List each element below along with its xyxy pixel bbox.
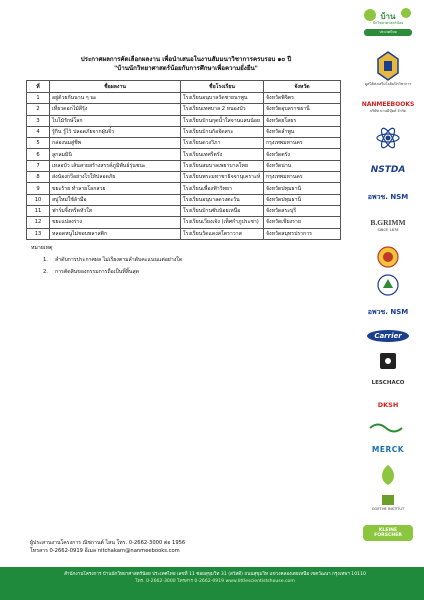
table-row	[27, 228, 341, 239]
table-row	[27, 172, 341, 183]
table-row	[27, 115, 341, 126]
row-province: จังหวัดยโสธร	[264, 115, 341, 126]
row-school: โรงเรียนเทศรีตรัง	[181, 149, 264, 160]
table-header-row	[27, 81, 341, 93]
table-row	[27, 149, 341, 160]
bgrimm-logo: B.GRIMM SINCE 1878	[370, 217, 406, 232]
row-province: จังหวัดพิจิตร	[264, 93, 341, 104]
row-number: 2	[27, 104, 50, 115]
row-province: จังหวัดตรัง	[264, 149, 341, 160]
row-number: 3	[27, 115, 50, 126]
row-work-title: หลอดหนูไม่ชอบพลาสติก	[50, 228, 181, 239]
seal-logo-2	[355, 272, 421, 298]
goethe-logo: GOETHE INSTITUT	[355, 492, 421, 514]
row-number: 9	[27, 183, 50, 194]
nsm-logo-2: อพวช. NSM	[367, 307, 409, 316]
row-number: 4	[27, 126, 50, 137]
dksh-logo: DKSH	[377, 401, 399, 409]
row-school: โรงเรียนเวียงเจ้ง (เท็ศกำภูประชา)	[181, 217, 264, 228]
header-work-title: ชื่อผลงาน	[50, 81, 181, 93]
row-work-title: ไบโม้รักษ์โลก	[50, 115, 181, 126]
row-province: จังหวัดปทุมธานี	[264, 194, 341, 205]
document-content	[24, 56, 348, 281]
atom-logo	[355, 124, 421, 152]
seal-icon	[377, 246, 399, 268]
sponsor-sidebar	[355, 4, 421, 564]
crest-icon	[377, 274, 399, 296]
row-province: จังหวัดอุบลราชธานี	[264, 104, 341, 115]
row-work-title: ขยะร้าย ทำลายโลกสวย	[50, 183, 181, 194]
row-school: โรงเรียนอนุบาลดวงตะวัน	[181, 194, 264, 205]
table-row	[27, 217, 341, 228]
row-number: 5	[27, 138, 50, 149]
row-province: จังหวัดสมุทรปราการ	[264, 228, 341, 239]
row-school: โรงเรียนดวงวิภา	[181, 138, 264, 149]
page-title	[24, 56, 348, 73]
table-row	[27, 160, 341, 171]
leschaco-logo: LESCHACO	[371, 380, 405, 386]
row-school: โรงเรียนเพื่องฟ้าวิทยา	[181, 183, 264, 194]
row-number: 10	[27, 194, 50, 205]
puzzle-icon	[377, 351, 399, 371]
row-work-title: อยู่ด้วยกันนาน ๆ นะ	[50, 93, 181, 104]
footer-phone: โทร. 0-2662-3000 โทรสาร 0-2662-0919 www.littlescientistshouse.com	[135, 578, 295, 584]
goethe-icon	[381, 494, 395, 506]
title-line-1: ประกาศผลการคัดเลือกผลงาน เพื่อนำเสนอในงานสัมมนาวิชาการครบรอบ ๑๐ ปี	[80, 56, 292, 63]
table-row	[27, 138, 341, 149]
table-row	[27, 93, 341, 104]
row-number: 1	[27, 93, 50, 104]
little-scientists-house-logo: บ้าน นักวิทยาศาสตร์น้อย ประเทศไทย	[355, 4, 421, 38]
row-work-title: กล่องนมสู่ชีพ	[50, 138, 181, 149]
row-province: จังหวัดลำพูน	[264, 126, 341, 137]
row-school: โรงเรียนวัดแดงสโตราวาส	[181, 228, 264, 239]
wave-icon	[368, 420, 408, 434]
emblem-logo: มูลนิธิส่งเสริมโอลิมปิกวิชาการ	[355, 48, 421, 90]
contact-line-2: โทรสาร 0-2662-0919 อีเมล nitchakarn@nanmeebooks.com	[30, 547, 180, 554]
nstda-logo: NSTDA	[370, 165, 406, 175]
puzzle-logo	[355, 350, 421, 372]
row-province: กรุงเทพมหานคร	[264, 172, 341, 183]
row-school: โรงเรียนบ้านซับน้อยเหนือ	[181, 205, 264, 216]
row-school: โรงเรียนอนุบาลวัดชายนาพูน	[181, 93, 264, 104]
footer-bar	[0, 567, 424, 600]
atom-icon	[375, 125, 401, 151]
row-province: จังหวัดสระบุรี	[264, 205, 341, 216]
footer-address: สำนักงานโครงการ บ้านนักวิทยาศาสตร์น้อย ประเทศไทย เลขที่ 11 ซอยสุขุมวิท 31 (สวัสดี) ถนนสุขุมวิท แขวงคลองเตยเหนือ เขตวัฒนา กรุงเทพฯ 10110	[64, 572, 366, 577]
table-row	[27, 194, 341, 205]
row-school: โรงเรียนบ้านก้อจัดสระ	[181, 126, 264, 137]
table-row	[27, 104, 341, 115]
merck-logo: MERCK	[371, 444, 405, 454]
notes-label: หมายเหตุ	[31, 244, 53, 251]
kleine-forscher-logo: KLEINE FORSCHER	[355, 520, 421, 546]
carrier-logo: Carrier	[355, 326, 421, 346]
row-work-title: รู้กิน รู้ไว้ ปลอดภัยจากฝุ่นจิ๋ว	[50, 126, 181, 137]
power-logo	[355, 418, 421, 436]
row-province: จังหวัดเชียงราย	[264, 217, 341, 228]
row-number: 13	[27, 228, 50, 239]
row-province: จังหวัดน่าน	[264, 160, 341, 171]
row-school: โรงเรียนพระมหาชาธิจจานุเคราะห์	[181, 172, 264, 183]
row-work-title: ขยะแปลงร่าง	[50, 217, 181, 228]
row-school: โรงเรียนสมบาลเพยาบาลโทย	[181, 160, 264, 171]
row-province: จังหวัดปทุมธานี	[264, 183, 341, 194]
row-school: โรงเรียนบ้านกุดน้ำใสจานแสนน้อย	[181, 115, 264, 126]
note-item: 1. ลำดับการประกาศผล ไม่เรียงตามลำดับคะแนนแต่อย่างใด	[43, 256, 183, 263]
header-school: ชื่อโรงเรียน	[181, 81, 264, 93]
leaf-icon	[378, 463, 398, 487]
emblem-icon	[376, 51, 400, 81]
row-work-title: ฟาร์มจิ้งหรีดหัวใส	[50, 205, 181, 216]
table-row	[27, 205, 341, 216]
row-number: 7	[27, 160, 50, 171]
table-row	[27, 183, 341, 194]
note-item: 2. การตัดสินของกรรมการถือเป็นที่สิ้นสุด	[43, 268, 139, 275]
contact-info	[30, 540, 185, 555]
row-number: 8	[27, 172, 50, 183]
nanmeebooks-logo: NANMEEBOOKS บริษัท นานมีบุ๊คส์ จำกัด	[361, 100, 415, 113]
row-work-title: สบู่ใหม่ใช้ล้ามือ	[50, 194, 181, 205]
row-school: โรงเรียนเทศบาล 2 หนองบัว	[181, 104, 264, 115]
notes-section	[31, 245, 348, 276]
leaf-logo	[355, 462, 421, 488]
row-work-title: เหลอบัว เส้นสายสร้างสรรค์ภูมิพันธ์รุ่นชนะ	[50, 160, 181, 171]
row-province: กรุงเทพมหานคร	[264, 138, 341, 149]
header-province: จังหวัด	[264, 81, 341, 93]
contact-line-1: ผู้ประสานงานโครงการ ณิชกานต์ ไสน โทร. 0-2662-3000 ต่อ 1956	[30, 540, 186, 546]
nsm-logo: อพวช. NSM	[367, 192, 409, 201]
row-work-title: ส่งน้องกวีอย่างไรให้ปลอดภัย	[50, 172, 181, 183]
table-row	[27, 126, 341, 137]
header-number: ที่	[27, 81, 50, 93]
row-work-title: ลูกลมมินิ	[50, 149, 181, 160]
title-line-2: "บ้านนักวิทยาศาสตร์น้อยกับการศึกษาเพื่อความยั่งยืน"	[114, 64, 258, 72]
results-table	[26, 80, 341, 240]
row-work-title: เที่ยวดอกไม้สีรุ้ง	[50, 104, 181, 115]
row-number: 12	[27, 217, 50, 228]
row-number: 6	[27, 149, 50, 160]
seal-logo-1	[355, 244, 421, 270]
row-number: 11	[27, 205, 50, 216]
